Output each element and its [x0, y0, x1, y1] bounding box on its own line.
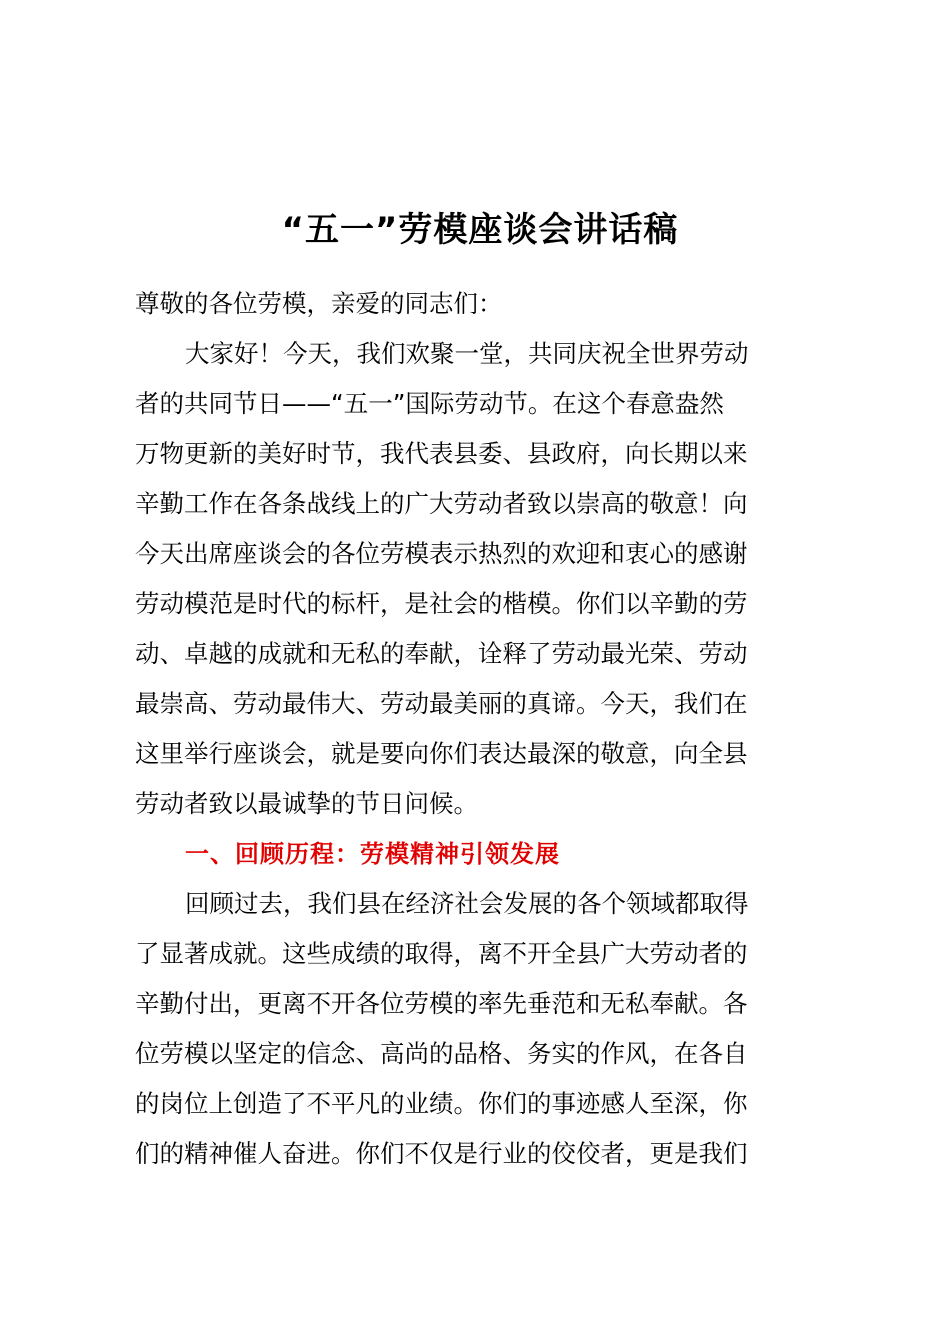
- paragraph-line: 位劳模以坚定的信念、高尚的品格、务实的作风，在各自: [135, 1039, 748, 1068]
- paragraph-line: 最崇高、劳动最伟大、劳动最美丽的真谛。今天，我们在: [135, 689, 748, 718]
- document-title: “五一”劳模座谈会讲话稿: [281, 210, 679, 250]
- paragraph-line: 们的精神催人奋进。你们不仅是行业的佼佼者，更是我们: [135, 1139, 748, 1168]
- paragraph-opening: [135, 329, 830, 829]
- paragraph-review: [135, 879, 830, 1179]
- salutation: [135, 279, 830, 329]
- paragraph-line: 的岗位上创造了不平凡的业绩。你们的事迹感人至深，你: [135, 1089, 748, 1118]
- paragraph-line: 辛勤工作在各条战线上的广大劳动者致以崇高的敬意！向: [135, 489, 748, 518]
- paragraph-line: 大家好！今天，我们欢聚一堂，共同庆祝全世界劳动: [185, 339, 749, 368]
- paragraph-line: 动、卓越的成就和无私的奉献，诠释了劳动最光荣、劳动: [135, 639, 748, 668]
- paragraph-line: 这里举行座谈会，就是要向你们表达最深的敬意，向全县: [135, 739, 748, 768]
- paragraph-line: 万物更新的美好时节，我代表县委、县政府，向长期以来: [135, 439, 748, 468]
- paragraph-line: 者的共同节日——“五一”国际劳动节。在这个春意盎然: [135, 389, 724, 418]
- paragraph-line: 回顾过去，我们县在经济社会发展的各个领域都取得: [185, 889, 749, 918]
- paragraph-line: 劳动者致以最诚挚的节日问候。: [135, 789, 478, 818]
- paragraph-line: 今天出席座谈会的各位劳模表示热烈的欢迎和衷心的感谢: [135, 539, 748, 568]
- paragraph-line: 了显著成就。这些成绩的取得，离不开全县广大劳动者的: [135, 939, 748, 968]
- section-heading: 一、回顾历程：劳模精神引领发展: [185, 840, 560, 868]
- paragraph-line: 劳动模范是时代的标杆，是社会的楷模。你们以辛勤的劳: [135, 589, 748, 618]
- paragraph-line: 辛勤付出，更离不开各位劳模的率先垂范和无私奉献。各: [135, 989, 748, 1018]
- salutation-line: 尊敬的各位劳模，亲爱的同志们：: [135, 289, 503, 318]
